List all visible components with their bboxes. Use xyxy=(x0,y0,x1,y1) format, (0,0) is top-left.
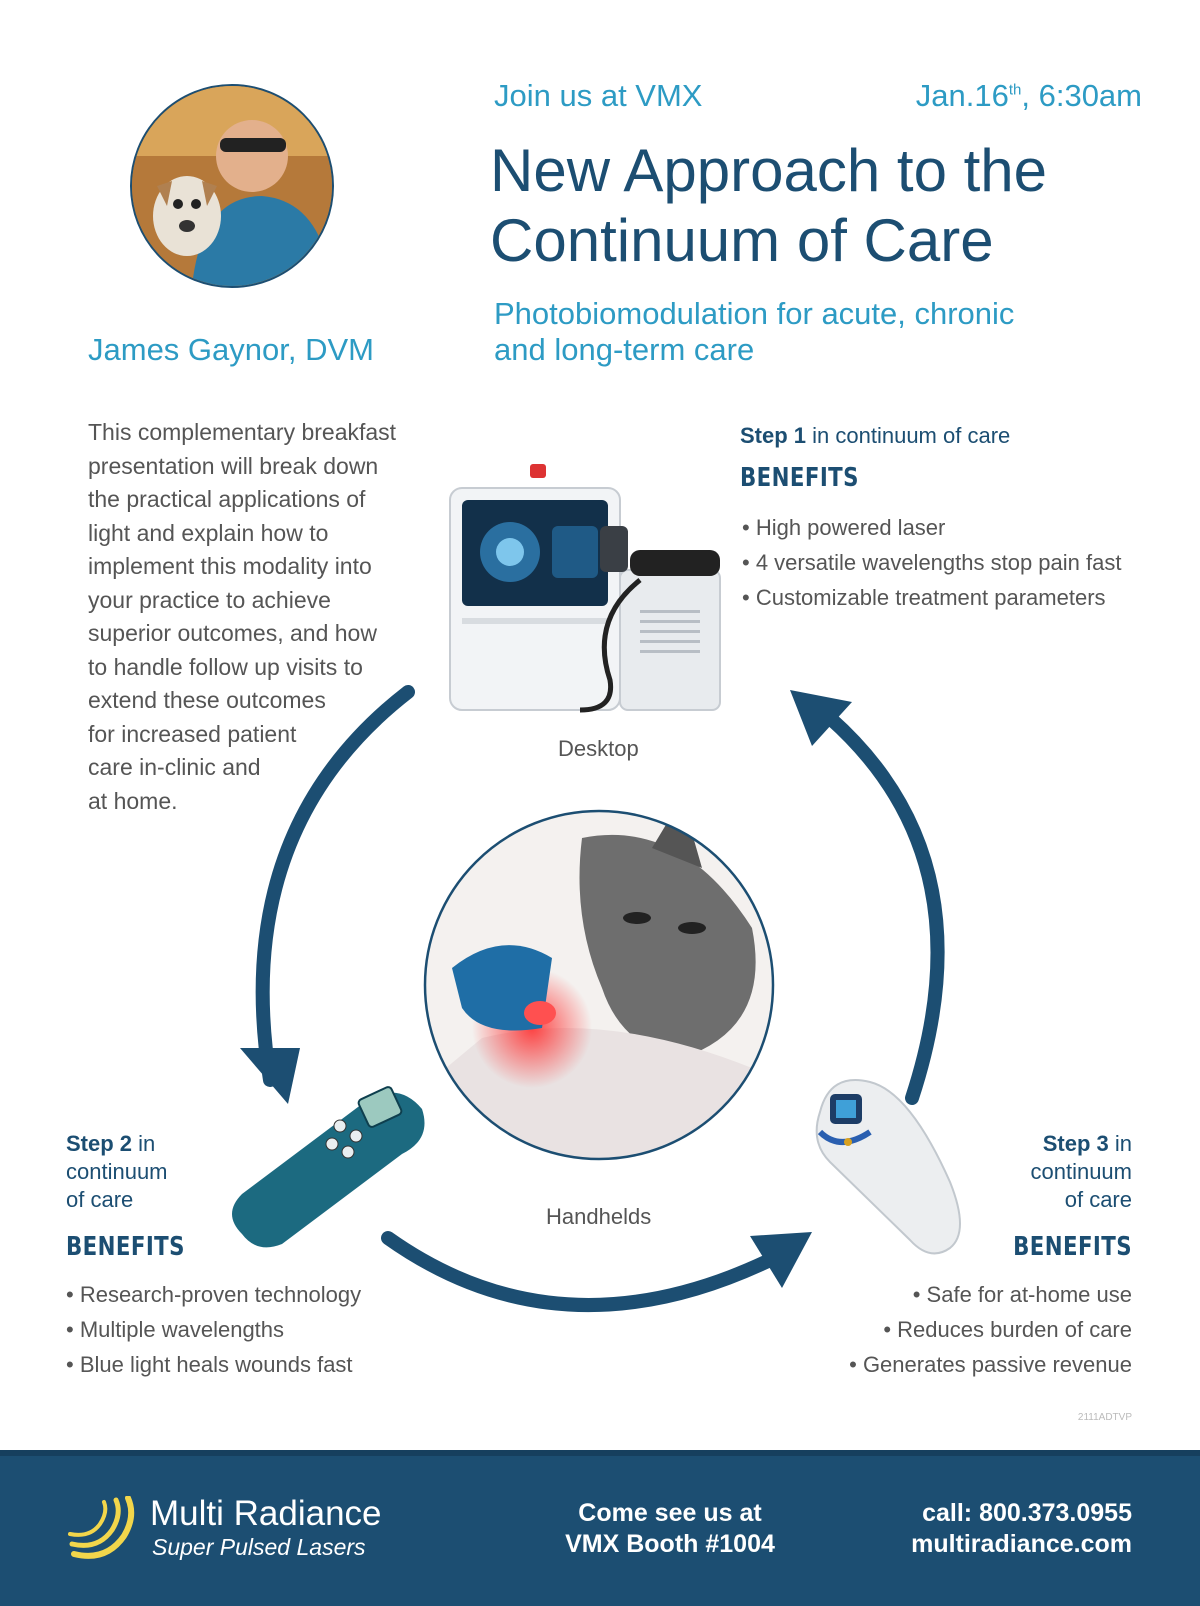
benefit-item: • Customizable treatment parameters xyxy=(742,585,1106,610)
benefit-item: • Research-proven technology xyxy=(66,1282,362,1307)
description-line: implement this modality into xyxy=(88,553,372,579)
title-line-1: New Approach to the xyxy=(490,137,1048,204)
step1-label: Step 1 xyxy=(740,423,807,448)
date-suffix: th xyxy=(1008,81,1022,99)
step2-rest-1: in xyxy=(132,1131,156,1156)
website-link[interactable]: multiradiance.com xyxy=(911,1530,1132,1558)
description-line: your practice to achieve xyxy=(88,586,331,613)
description-line: This complementary breakfast xyxy=(88,419,397,445)
step3-rest-3: of care xyxy=(1064,1187,1132,1212)
booth-line-2: VMX Booth #1004 xyxy=(565,1530,775,1558)
benefit-item: • Generates passive revenue xyxy=(849,1352,1132,1377)
description-line: for increased patient xyxy=(88,720,297,747)
handheld-laser-home xyxy=(800,1072,970,1262)
step2-benefits-block xyxy=(66,1232,211,1262)
date-main: Jan.16 xyxy=(915,78,1009,113)
brand-tagline: Super Pulsed Lasers xyxy=(152,1534,366,1560)
step3-label: Step 3 xyxy=(1042,1131,1109,1156)
step2-benefits-list xyxy=(66,1277,361,1382)
description-line: presentation will break down xyxy=(88,452,379,479)
step1-heading xyxy=(740,422,1010,450)
multi-radiance-logo-icon xyxy=(66,1496,138,1564)
presenter-name: James Gaynor, DVM xyxy=(88,332,374,367)
step3-heading xyxy=(982,1130,1132,1214)
step1-benefits-heading: BENEFITS xyxy=(740,463,859,493)
date-time: , 6:30am xyxy=(1021,78,1142,113)
benefit-item: • 4 versatile wavelengths stop pain fast xyxy=(742,550,1122,575)
handheld-laser-teal xyxy=(222,1084,432,1254)
description-line: to handle follow up visits to xyxy=(88,653,363,680)
event-invite: Join us at VMX xyxy=(494,78,703,113)
subtitle-line-1: Photobiomodulation for acute, chronic xyxy=(494,296,1015,331)
benefit-item: • Multiple wavelengths xyxy=(66,1317,285,1342)
step2-label: Step 2 xyxy=(66,1131,133,1156)
step2-benefits-heading: BENEFITS xyxy=(66,1232,185,1262)
subtitle-line-2: and long-term care xyxy=(494,332,755,367)
footer-divider xyxy=(0,1450,1200,1456)
description-line: superior outcomes, and how xyxy=(88,620,377,646)
benefit-item: • Reduces burden of care xyxy=(883,1317,1132,1342)
step1-benefits-block xyxy=(740,463,885,493)
benefit-item: • High powered laser xyxy=(742,515,946,540)
phone-number: call: 800.373.0955 xyxy=(922,1499,1132,1527)
description-line: the practical applications of xyxy=(88,486,366,512)
document-code: 2111ADTVP xyxy=(1077,1412,1132,1423)
booth-info xyxy=(540,1498,800,1560)
step3-benefits-block xyxy=(987,1232,1132,1262)
contact-info xyxy=(911,1498,1132,1560)
description-line: at home. xyxy=(88,787,178,814)
step1-rest: in continuum of care xyxy=(806,423,1011,448)
description-line: extend these outcomes xyxy=(88,687,326,713)
title-line-2: Continuum of Care xyxy=(490,207,994,274)
step2-rest-2: continuum xyxy=(66,1159,168,1184)
description-line: care in-clinic and xyxy=(88,754,261,780)
step1-benefits-list xyxy=(742,510,1121,615)
desktop-laser-illustration xyxy=(440,460,740,730)
benefit-item: • Safe for at-home use xyxy=(912,1282,1132,1307)
cat-treatment-photo xyxy=(422,808,776,1162)
desktop-caption: Desktop xyxy=(558,736,639,761)
step3-benefits-heading: BENEFITS xyxy=(1013,1232,1132,1262)
benefit-item: • Blue light heals wounds fast xyxy=(66,1352,353,1377)
booth-line-1: Come see us at xyxy=(578,1499,762,1527)
handhelds-caption: Handhelds xyxy=(546,1204,652,1229)
brand-name: Multi Radiance xyxy=(150,1494,382,1533)
step3-benefits-list xyxy=(849,1277,1132,1382)
step3-rest-2: continuum xyxy=(1030,1159,1132,1184)
step2-heading xyxy=(66,1130,216,1214)
step2-rest-3: of care xyxy=(66,1187,134,1212)
description-line: light and explain how to xyxy=(88,519,329,546)
step3-rest-1: in xyxy=(1108,1131,1132,1156)
